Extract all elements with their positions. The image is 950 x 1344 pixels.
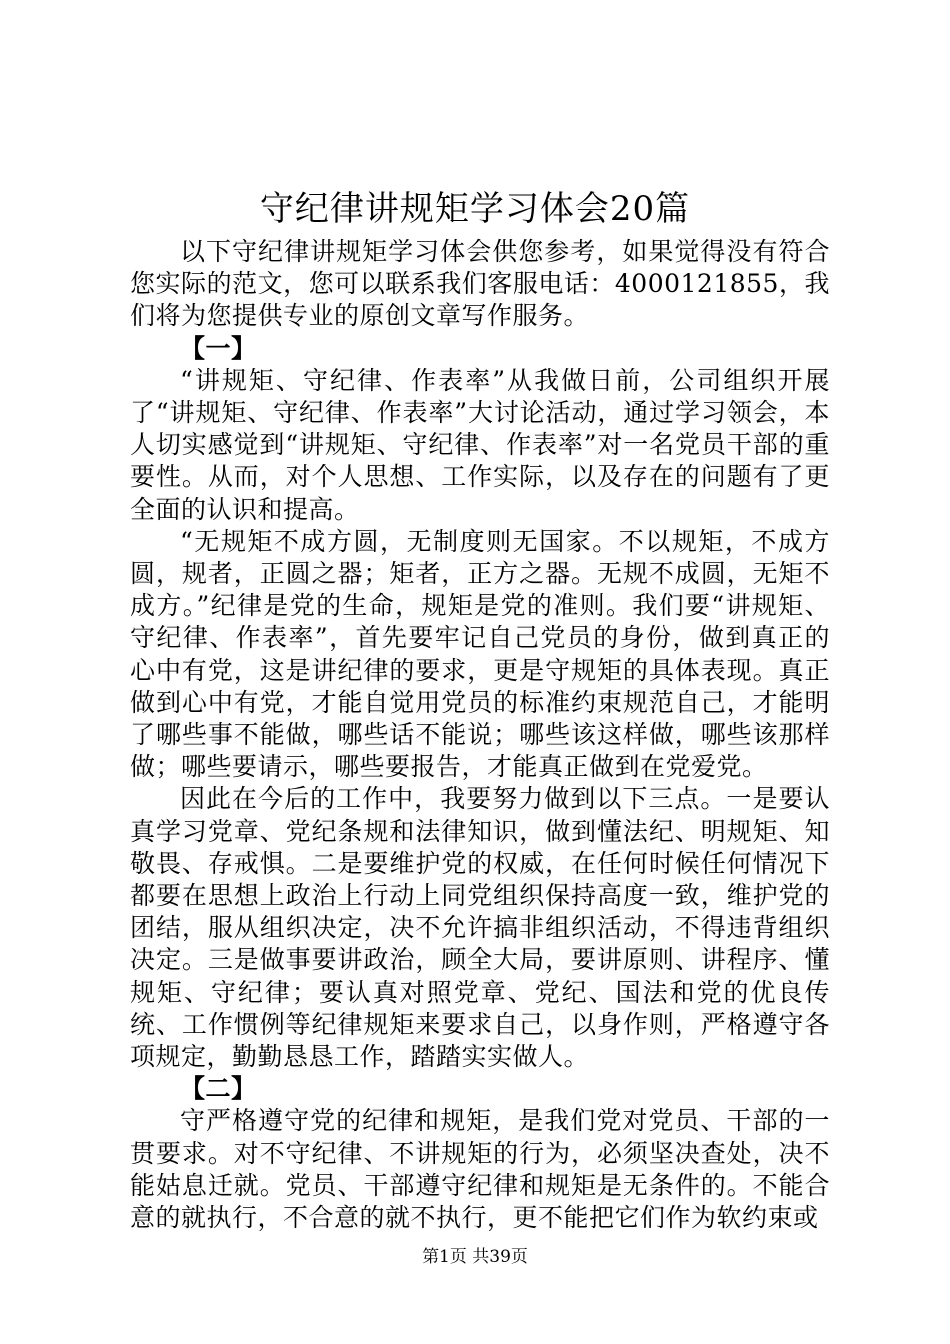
intro-paragraph: 以下守纪律讲规矩学习体会供您参考，如果觉得没有符合您实际的范文，您可以联系我们客服电话：4000121855，我们将为您提供专业的原创文章写作服务。 xyxy=(130,237,830,331)
body-paragraph: “讲规矩、守纪律、作表率”从我做日前，公司组织开展了“讲规矩、守纪律、作表率”大讨论活动，通过学习领会，本人切实感觉到“讲规矩、守纪律、作表率”对一名党员干部的重要性。从而，对个人思想、工作实际，以及存在的问题有了更全面的认识和提高。 xyxy=(130,365,830,524)
document-title: 守纪律讲规矩学习体会20篇 xyxy=(259,189,691,229)
section-heading-1: 【一】 xyxy=(180,333,257,363)
page-footer: 第1页 共39页 xyxy=(422,1247,528,1267)
document-body xyxy=(130,236,830,1234)
body-paragraph: “无规矩不成方圆，无制度则无国家。不以规矩，不成方圆，规者，正圆之器；矩者，正方之器。无规不成圆，无矩不成方。”纪律是党的生命，规矩是党的准则。我们要“讲规矩、守纪律、作表率”，首先要牢记自己党员的身份，做到真正的心中有党，这是讲纪律的要求，更是守规矩的具体表现。真正做到心中有党，才能自觉用党员的标准约束规范自己，才能明了哪些事不能做，哪些话不能说；哪些该这样做，哪些该那样做；哪些要请示，哪些要报告，才能真正做到在党爱党。 xyxy=(130,526,830,782)
body-paragraph: 因此在今后的工作中，我要努力做到以下三点。一是要认真学习党章、党纪条规和法律知识，做到懂法纪、明规矩、知敬畏、存戒惧。二是要维护党的权威，在任何时候任何情况下都要在思想上政治上行动上同党组织保持高度一致，维护党的团结，服从组织决定，决不允许搞非组织活动，不得违背组织决定。三是做事要讲政治，顾全大局，要讲原则、讲程序、懂规矩、守纪律；要认真对照党章、党纪、国法和党的优良传统、工作惯例等纪律规矩来要求自己，以身作则，严格遵守各项规定，勤勤恳恳工作，踏踏实实做人。 xyxy=(130,784,830,1072)
body-paragraph: 守严格遵守党的纪律和规矩，是我们党对党员、干部的一贯要求。对不守纪律、不讲规矩的行为，必须坚决查处，决不能姑息迁就。党员、干部遵守纪律和规矩是无条件的。不能合意的就执行，不合意的就不执行，更不能把它们作为软约束或 xyxy=(130,1106,830,1233)
section-heading-2: 【二】 xyxy=(180,1074,257,1104)
